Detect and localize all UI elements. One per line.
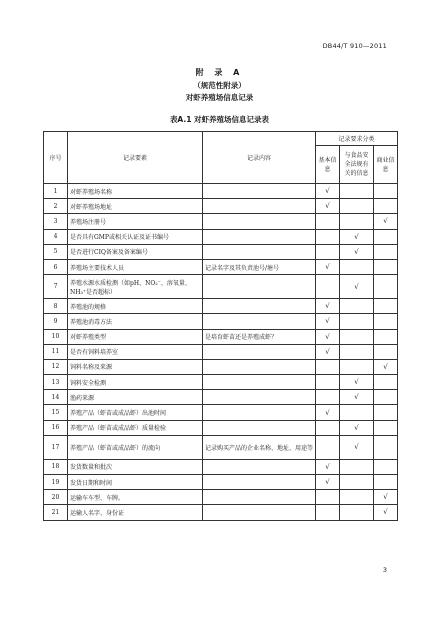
- row-safety-check: [340, 344, 374, 359]
- row-basic-check: √: [316, 459, 340, 474]
- row-basic-check: [316, 244, 340, 259]
- header-element: 记录要素: [68, 132, 203, 184]
- row-commercial-check: [374, 275, 398, 299]
- table-row: [44, 359, 398, 374]
- row-content: [203, 359, 316, 374]
- row-commercial-check: [374, 405, 398, 420]
- row-number: 2: [44, 199, 68, 214]
- row-element: 饲料名称及来源: [68, 359, 203, 374]
- row-element: 养殖产品（虾苗或成品虾）出池时间: [68, 405, 203, 420]
- table-row: [44, 314, 398, 329]
- row-basic-check: [316, 214, 340, 229]
- row-element: 对虾养殖场地址: [68, 199, 203, 214]
- row-number: 17: [44, 435, 68, 459]
- row-content: [203, 299, 316, 314]
- row-safety-check: [340, 214, 374, 229]
- row-content: 记录购买产品的企业名称、地址、用途等: [203, 435, 316, 459]
- row-element: 运输人名字、身份证: [68, 505, 203, 520]
- row-safety-check: √: [340, 275, 374, 299]
- row-commercial-check: [374, 435, 398, 459]
- row-element: 是否有饲料培养室: [68, 344, 203, 359]
- row-number: 9: [44, 314, 68, 329]
- row-content: [203, 344, 316, 359]
- row-commercial-check: [374, 299, 398, 314]
- row-safety-check: [340, 314, 374, 329]
- row-commercial-check: √: [374, 490, 398, 505]
- row-number: 10: [44, 329, 68, 344]
- row-content: [203, 420, 316, 435]
- row-number: 6: [44, 259, 68, 274]
- row-content: [203, 184, 316, 199]
- row-basic-check: [316, 490, 340, 505]
- row-content: [203, 490, 316, 505]
- row-safety-check: √: [340, 375, 374, 390]
- row-number: 20: [44, 490, 68, 505]
- row-content: [203, 199, 316, 214]
- row-number: 11: [44, 344, 68, 359]
- row-element: 养殖产品（虾苗或成品虾）质量检验: [68, 420, 203, 435]
- row-basic-check: [316, 275, 340, 299]
- row-safety-check: [340, 184, 374, 199]
- row-safety-check: [340, 299, 374, 314]
- table-row: [44, 375, 398, 390]
- row-basic-check: √: [316, 475, 340, 490]
- page-number: 3: [382, 566, 387, 574]
- standard-code: DB44/T 910—2011: [322, 42, 387, 50]
- table-row: [44, 405, 398, 420]
- annex-subtitle: （规范性附录）: [193, 81, 246, 90]
- table-row: [44, 390, 398, 405]
- row-basic-check: [316, 359, 340, 374]
- header-safety: 与食品安全法规有关的信息: [340, 146, 374, 184]
- row-commercial-check: [374, 459, 398, 474]
- row-safety-check: [340, 475, 374, 490]
- row-element: 发货数量和批次: [68, 459, 203, 474]
- table-row: [44, 229, 398, 244]
- row-element: 运输车车型、车牌。: [68, 490, 203, 505]
- row-commercial-check: [374, 229, 398, 244]
- table-row: [44, 275, 398, 299]
- table-row: [44, 199, 398, 214]
- row-content: [203, 229, 316, 244]
- table-row: [44, 329, 398, 344]
- row-safety-check: [340, 505, 374, 520]
- row-safety-check: [340, 490, 374, 505]
- row-commercial-check: [374, 390, 398, 405]
- row-commercial-check: [374, 184, 398, 199]
- row-content: [203, 459, 316, 474]
- row-safety-check: √: [340, 420, 374, 435]
- table-row: [44, 244, 398, 259]
- row-basic-check: √: [316, 299, 340, 314]
- row-number: 7: [44, 275, 68, 299]
- header-commercial: 商业信息: [374, 146, 398, 184]
- row-basic-check: √: [316, 329, 340, 344]
- table-row: [44, 184, 398, 199]
- row-commercial-check: [374, 259, 398, 274]
- table-row: [44, 475, 398, 490]
- row-element: 养殖池的规格: [68, 299, 203, 314]
- row-element: 养殖场注册号: [68, 214, 203, 229]
- row-content: [203, 405, 316, 420]
- row-element: 是否具有GMP或相关认证及证书编号: [68, 229, 203, 244]
- header-basic: 基本信息: [316, 146, 340, 184]
- row-basic-check: [316, 435, 340, 459]
- row-content: [203, 214, 316, 229]
- header-no: 序号: [44, 132, 68, 184]
- table-row: [44, 459, 398, 474]
- table-row: [44, 259, 398, 274]
- row-number: 5: [44, 244, 68, 259]
- row-basic-check: √: [316, 405, 340, 420]
- row-safety-check: [340, 359, 374, 374]
- row-element: 养殖池消毒方法: [68, 314, 203, 329]
- record-table: [43, 131, 398, 521]
- row-content: [203, 375, 316, 390]
- row-content: [203, 475, 316, 490]
- row-number: 3: [44, 214, 68, 229]
- table-row: [44, 214, 398, 229]
- row-element: 渔药来源: [68, 390, 203, 405]
- header-content: 记录内容: [203, 132, 316, 184]
- row-number: 12: [44, 359, 68, 374]
- row-commercial-check: [374, 199, 398, 214]
- row-basic-check: [316, 505, 340, 520]
- row-content: 是培育虾苗还是养殖成虾？: [203, 329, 316, 344]
- table-row: [44, 435, 398, 459]
- row-basic-check: √: [316, 314, 340, 329]
- annex-title: 附 录 A: [195, 68, 244, 77]
- row-basic-check: √: [316, 344, 340, 359]
- row-commercial-check: √: [374, 359, 398, 374]
- row-content: 记录名字及其负责池号/塘号: [203, 259, 316, 274]
- row-safety-check: [340, 329, 374, 344]
- row-content: [203, 314, 316, 329]
- row-commercial-check: √: [374, 505, 398, 520]
- row-safety-check: [340, 405, 374, 420]
- table-caption: 表A.1 对虾养殖场信息记录表: [169, 115, 270, 124]
- row-commercial-check: [374, 344, 398, 359]
- row-number: 15: [44, 405, 68, 420]
- row-basic-check: √: [316, 199, 340, 214]
- row-number: 16: [44, 420, 68, 435]
- row-basic-check: [316, 229, 340, 244]
- row-safety-check: √: [340, 435, 374, 459]
- row-safety-check: √: [340, 244, 374, 259]
- row-number: 18: [44, 459, 68, 474]
- row-commercial-check: √: [374, 214, 398, 229]
- row-element: 对虾养殖场名称: [68, 184, 203, 199]
- row-number: 13: [44, 375, 68, 390]
- row-safety-check: √: [340, 229, 374, 244]
- annex-name: 对虾养殖场信息记录: [185, 93, 254, 102]
- row-number: 14: [44, 390, 68, 405]
- row-element: 养殖水源水质检测（如pH、NO₂⁻、溶氧量、NH₃⁺是否超标）: [68, 275, 203, 299]
- row-element: 养殖产品（虾苗或成品虾）的流向: [68, 435, 203, 459]
- row-element: 对虾养殖类型: [68, 329, 203, 344]
- row-number: 19: [44, 475, 68, 490]
- header-category-group: 记录要求分类: [316, 132, 398, 146]
- row-content: [203, 505, 316, 520]
- row-content: [203, 244, 316, 259]
- row-commercial-check: [374, 244, 398, 259]
- row-number: 8: [44, 299, 68, 314]
- table-row: [44, 420, 398, 435]
- row-basic-check: [316, 390, 340, 405]
- row-basic-check: [316, 420, 340, 435]
- row-number: 1: [44, 184, 68, 199]
- row-basic-check: [316, 375, 340, 390]
- row-basic-check: √: [316, 184, 340, 199]
- row-element: 发货日期和时间: [68, 475, 203, 490]
- row-content: [203, 390, 316, 405]
- table-row: [44, 505, 398, 520]
- row-safety-check: √: [340, 390, 374, 405]
- row-basic-check: √: [316, 259, 340, 274]
- row-number: 21: [44, 505, 68, 520]
- row-commercial-check: [374, 375, 398, 390]
- row-element: 饲料安全检测: [68, 375, 203, 390]
- row-safety-check: [340, 259, 374, 274]
- row-safety-check: [340, 459, 374, 474]
- row-element: 养殖场主要技术人员: [68, 259, 203, 274]
- row-commercial-check: [374, 329, 398, 344]
- row-safety-check: [340, 199, 374, 214]
- row-element: 是否进行CIQ备案及备案编号: [68, 244, 203, 259]
- row-commercial-check: [374, 475, 398, 490]
- row-number: 4: [44, 229, 68, 244]
- row-content: [203, 275, 316, 299]
- table-row: [44, 490, 398, 505]
- row-commercial-check: [374, 420, 398, 435]
- table-row: [44, 344, 398, 359]
- row-commercial-check: [374, 314, 398, 329]
- table-row: [44, 299, 398, 314]
